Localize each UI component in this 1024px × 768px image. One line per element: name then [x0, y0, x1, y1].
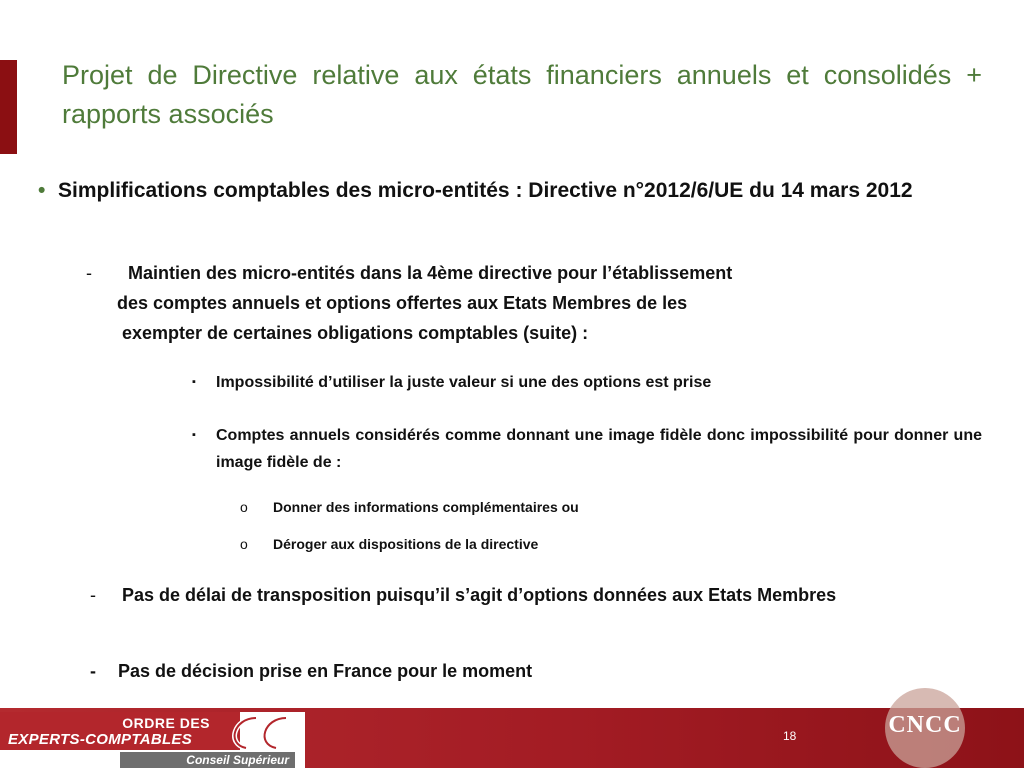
cncc-logo — [870, 688, 980, 768]
dash-marker: - — [90, 585, 96, 605]
sub-bullet-2-text: Comptes annuels considérés comme donnant une image fidèle donc impossibilité pour donner une image fidèle de : — [216, 427, 982, 471]
circle-item-1 — [240, 496, 840, 518]
sub-bullet-1-text: Impossibilité d’utiliser la juste valeur si une des options est prise — [216, 374, 712, 391]
circle-item-2 — [240, 533, 840, 555]
main-bullet — [38, 174, 982, 208]
dash-item-3 — [90, 656, 900, 686]
dash-item-1-line1: Maintien des micro-entités dans la 4ème directive pour l’établissement — [128, 263, 733, 283]
dash-item-2-text: Pas de délai de transposition puisqu’il s’agit d’options données aux Etats Membres — [122, 585, 837, 605]
dash-marker: - — [90, 661, 96, 681]
dash-marker: - — [86, 263, 92, 283]
bullet-icon: • — [38, 179, 46, 202]
dash-item-3-text: Pas de décision prise en France pour le moment — [118, 661, 533, 681]
slide-title: Projet de Directive relative aux états financiers annuels et consolidés + rapports associés — [62, 60, 982, 129]
cc-swoosh-icon — [220, 714, 298, 752]
page-number: 18 — [783, 729, 797, 743]
square-bullet-icon: ▪ — [192, 429, 196, 441]
sub-bullet-1 — [192, 369, 982, 396]
circle-bullet-icon: o — [240, 536, 248, 552]
circle-bullet-icon: o — [240, 499, 248, 515]
logo-line1: ORDRE DES — [122, 715, 210, 731]
cncc-logo-text: CNCC — [888, 712, 962, 738]
main-bullet-text: Simplifications comptables des micro-entités : Directive n°2012/6/UE du 14 mars 2012 — [58, 179, 913, 202]
logo-line2: EXPERTS-COMPTABLES — [8, 731, 193, 748]
circle-item-1-text: Donner des informations complémentaires ou — [273, 499, 579, 515]
dash-item-2 — [90, 580, 900, 610]
square-bullet-icon: ▪ — [192, 376, 196, 388]
logo-subtitle: Conseil Supérieur — [120, 752, 295, 768]
dash-item-1-line3: exempter de certaines obligations comptables (suite) : — [122, 323, 589, 343]
accent-bar — [0, 60, 17, 154]
ordre-experts-comptables-logo — [0, 712, 305, 768]
dash-item-1 — [86, 258, 906, 348]
sub-bullet-2 — [192, 422, 982, 476]
circle-item-2-text: Déroger aux dispositions de la directive — [273, 536, 539, 552]
dash-item-1-line2: des comptes annuels et options offertes aux Etats Membres de les — [117, 293, 688, 313]
